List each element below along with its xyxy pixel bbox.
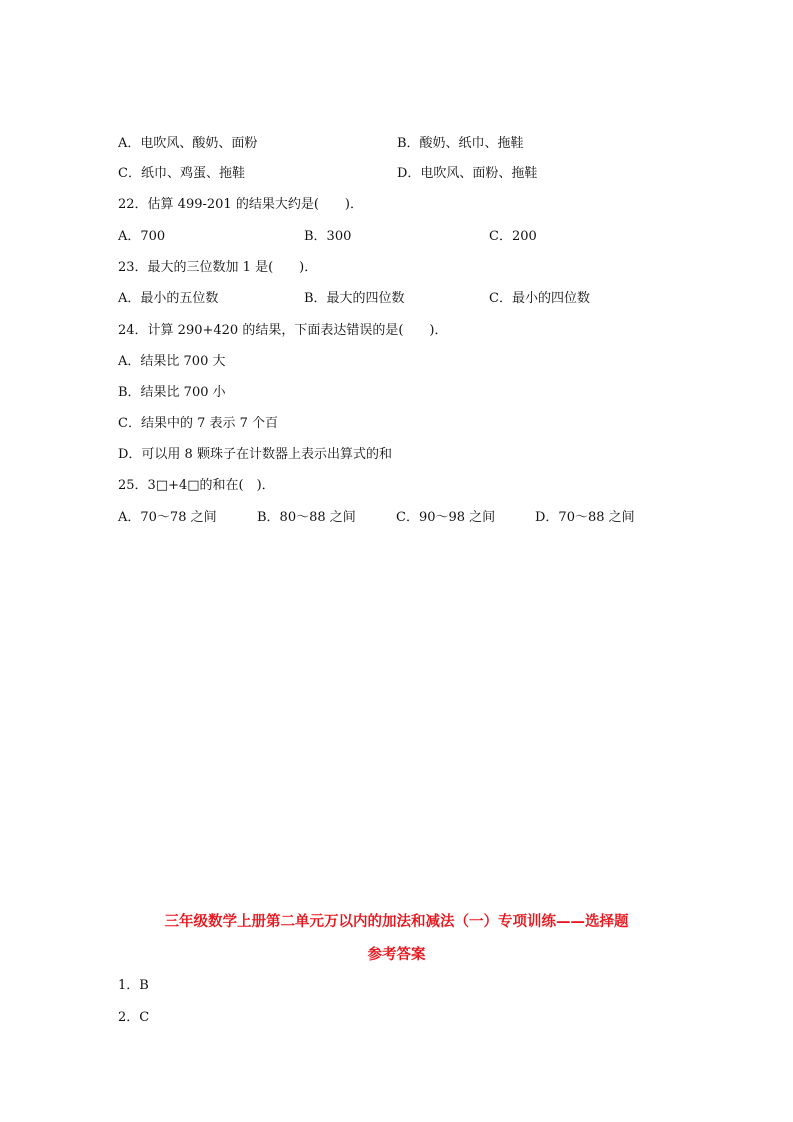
answer-key-title: 三年级数学上册第二单元万以内的加法和减法（一）专项训练——选择题: [164, 914, 629, 930]
q21-option-b: B．酸奶、纸巾、拖鞋: [397, 136, 524, 151]
answer-key-subtitle: 参考答案: [367, 947, 426, 963]
q24-option-b: B．结果比 700 小: [118, 385, 226, 400]
q24-stem: 24．计算 290+420 的结果，下面表达错误的是( )．: [118, 323, 448, 338]
q23-option-c: C．最小的四位数: [489, 291, 590, 306]
answer-item: 2．C: [118, 1010, 150, 1025]
q21-option-c: C．纸巾、鸡蛋、拖鞋: [118, 166, 245, 181]
q23-option-b: B．最大的四位数: [304, 291, 405, 306]
q21-option-d: D．电吹风、面粉、拖鞋: [397, 166, 538, 181]
q22-option-b: B．300: [304, 229, 352, 244]
q23-option-a: A．最小的五位数: [118, 291, 219, 306]
q25-option-a: A．70～78 之间: [118, 510, 217, 525]
q25-option-c: C．90～98 之间: [396, 510, 496, 525]
q23-stem: 23．最大的三位数加 1 是( )．: [118, 260, 318, 275]
q21-option-a: A．电吹风、酸奶、面粉: [118, 136, 258, 151]
q22-option-a: A．700: [118, 229, 166, 244]
q22-option-c: C．200: [489, 229, 537, 244]
q25-option-d: D．70～88 之间: [535, 510, 635, 525]
answer-item: 1．B: [118, 978, 149, 993]
q25-stem: 25．3□+4□的和在( )．: [118, 478, 275, 493]
q22-stem: 22．估算 499-201 的结果大约是( )．: [118, 197, 363, 212]
q25-option-b: B．80～88 之间: [257, 510, 356, 525]
q24-option-d: D．可以用 8 颗珠子在计数器上表示出算式的和: [118, 447, 392, 462]
q24-option-a: A．结果比 700 大: [118, 354, 226, 369]
q24-option-c: C．结果中的 7 表示 7 个百: [118, 416, 279, 431]
